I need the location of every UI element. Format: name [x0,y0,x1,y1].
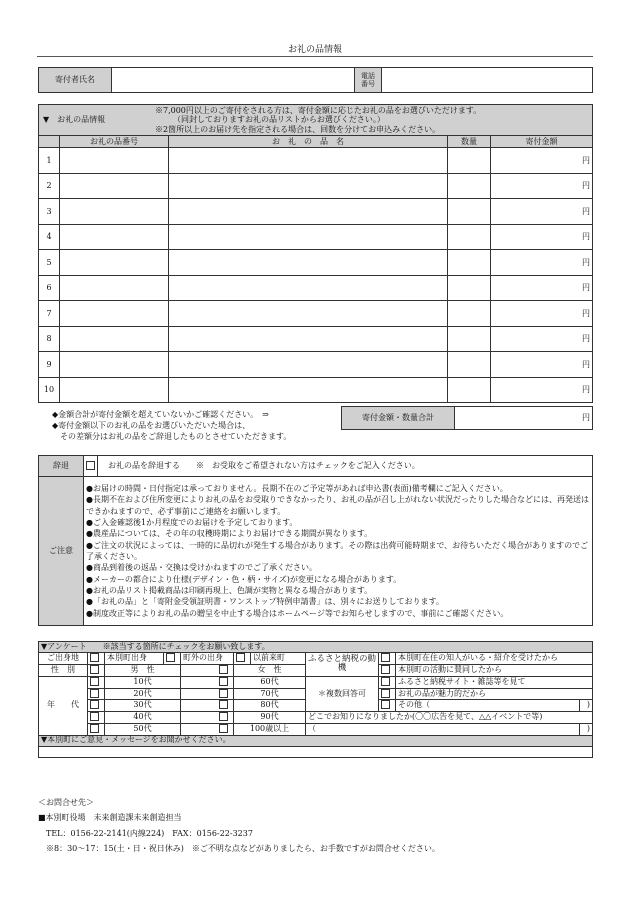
item-amount-field[interactable] [491,275,593,301]
item-row [39,352,593,378]
motive-option-5: その他（ [396,700,580,712]
item-number-field[interactable] [60,275,169,301]
item-amount-field[interactable] [491,173,593,199]
item-row-number: 2 [39,173,60,199]
item-row [39,377,593,403]
total-yen: 円 [582,413,590,423]
item-qty-field[interactable] [448,148,491,174]
motive-checkbox-cell[interactable] [379,653,396,665]
item-number-field[interactable] [60,250,169,276]
age-checkbox-40[interactable] [90,712,99,721]
item-amount-field[interactable] [491,199,593,225]
item-row-number: 5 [39,250,60,276]
age-option: 70代 [234,688,306,700]
age-option: 40代 [105,712,181,724]
motive-label: ふるさと納税の動機 [306,653,379,677]
item-number-field[interactable] [60,326,169,352]
items-header-name: お 礼 の 品 名 [169,136,448,148]
age-checkbox-10[interactable] [90,677,99,686]
male-checkbox[interactable] [90,665,99,674]
item-name-field[interactable] [169,199,448,225]
age-option: 10代 [105,676,181,688]
motive-checkbox-cell[interactable] [379,676,396,688]
item-name-field[interactable] [169,352,448,378]
motive-checkbox-4[interactable] [381,689,390,698]
female-checkbox[interactable] [219,665,228,674]
female-label: 女 性 [234,664,306,676]
item-qty-field[interactable] [448,199,491,225]
age-option: 90代 [234,712,306,724]
donor-phone-field[interactable] [382,68,593,93]
item-qty-field[interactable] [448,250,491,276]
multi-answer-label: ＊複数回答可 [306,676,379,711]
item-qty-field[interactable] [448,275,491,301]
item-name-field[interactable] [169,275,448,301]
donor-table [38,67,593,93]
donor-phone-label: 電話 番号 [355,68,382,93]
decline-checkbox-cell[interactable] [84,456,98,477]
item-qty-field[interactable] [448,377,491,403]
items-section-note-2: （同封しておりますお礼の品リストからお選びください。） [173,115,385,125]
check-note-1: ◆金額合計が寄付金額を超えていないかご確認ください。 ⇒ [52,410,269,419]
items-section-note-1: ※7,000円以上のご寄付をされる方は、寄付金額に応じたお礼の品をお選びいただけます。 [155,105,482,115]
item-row [39,250,593,276]
items-header-amount: 寄付金額 [491,136,593,148]
male-label: 男 性 [105,664,181,676]
item-number-field[interactable] [60,199,169,225]
item-yen: 円 [582,181,590,191]
motive-option-1: 本別町在住の知人がいる・紹介を受けたから [396,653,593,665]
age-checkbox-50[interactable] [90,724,99,733]
age-checkbox-cell[interactable] [181,700,234,712]
age-label: 年 代 [39,676,88,735]
age-option: 30代 [105,700,181,712]
items-section-label: ▼ お礼の品情報 [43,115,106,125]
title-rule [37,56,593,57]
contact-tel: TEL：0156-22-2141(内線224) FAX：0156-22-3237 [46,829,253,838]
item-yen: 円 [582,308,590,318]
age-checkbox-cell[interactable] [88,723,105,735]
item-row-number: 4 [39,224,60,250]
contact-heading: ＜お問合せ先＞ [38,798,94,807]
origin-checkbox-1[interactable] [90,653,99,662]
item-name-field[interactable] [169,250,448,276]
total-label: 寄付金額・数量合計 [342,407,455,430]
age-checkbox-80[interactable] [219,700,228,709]
item-yen: 円 [582,206,590,216]
motive-checkbox-cell[interactable] [379,664,396,676]
origin-option-1: 本別町出身 [105,653,164,665]
where-close-paren: ) [580,723,593,735]
age-checkbox-90[interactable] [219,712,228,721]
survey-header: ▼アンケート ※該当する箇所にチェックをお願い致します。 [39,642,593,653]
age-option: 80代 [234,700,306,712]
age-checkbox-cell[interactable] [88,688,105,700]
note-item: ●ご注文の状況によっては、一時的に品切れが発生する場合があります。その際は出荷可能時期まで、お待ちいただく場合がありますのでご了承ください。 [86,540,589,561]
note-item: ●農産品については、その年の収穫時期によりお届けできる期間が異なります。 [86,529,373,539]
age-checkbox-cell[interactable] [181,676,234,688]
origin-label: ご出身地 [39,653,88,665]
decline-text: お礼の品を辞退する ※ お受取をご希望されない方はチェックをご記入ください。 [98,456,593,477]
age-checkbox-cell[interactable] [88,676,105,688]
note-item: ●お礼の品リスト掲載商品は印刷再現上、色調が実物と異なる場合があります。 [86,586,373,596]
item-yen: 円 [582,359,590,369]
total-table [341,406,593,430]
items-header-qty: 数量 [448,136,491,148]
note-item: ●メーカーの都合により仕様(デザイン・色・柄・サイズ)が変更になる場合があります。 [86,574,402,584]
item-row-number: 8 [39,326,60,352]
item-row [39,173,593,199]
age-checkbox-30[interactable] [90,700,99,709]
age-option: 100歳以上 [234,723,306,735]
message-label: ▼本別町にご意見・メッセージをお聞かせください。 [39,735,593,746]
where-open-paren: （ [308,723,316,733]
gender-checkbox-cell[interactable] [88,664,105,676]
decline-label: 辞退 [39,456,84,477]
item-name-field[interactable] [169,326,448,352]
motive-checkbox-2[interactable] [381,665,390,674]
item-number-field[interactable] [60,148,169,174]
origin-checkbox-cell[interactable] [164,653,181,665]
origin-checkbox-cell[interactable] [88,653,105,665]
age-option: 60代 [234,676,306,688]
item-amount-field[interactable] [491,352,593,378]
notes-label: ご注意 [39,477,84,626]
item-amount-field[interactable] [491,326,593,352]
motive-option-4: お礼の品が魅力的だから [396,688,593,700]
item-number-field[interactable] [60,224,169,250]
contact-office: ■本別町役場 未来創造課未来創造担当 [38,813,182,822]
item-yen: 円 [582,385,590,395]
page-title: お礼の品情報 [287,45,342,55]
item-qty-field[interactable] [448,224,491,250]
item-number-field[interactable] [60,301,169,327]
notes-list [84,477,593,626]
item-name-field[interactable] [169,301,448,327]
item-row [39,199,593,225]
items-table [38,104,593,403]
donor-name-label: 寄付者氏名 [39,68,112,93]
age-checkbox-cell[interactable] [181,723,234,735]
check-note-2: ◆寄付金額以下のお礼の品をお選びいただいた場合は、 [52,420,251,430]
item-name-field[interactable] [169,224,448,250]
age-option: 50代 [105,723,181,735]
item-amount-field[interactable] [491,250,593,276]
item-amount-field[interactable] [491,148,593,174]
survey-table [38,641,593,758]
where-answer-field[interactable] [306,723,580,735]
age-checkbox-cell[interactable] [181,712,234,724]
item-number-field[interactable] [60,377,169,403]
gender-label: 性 別 [39,664,88,676]
item-amount-field[interactable] [491,377,593,403]
items-header-number: お礼の品番号 [60,136,169,148]
decline-checkbox[interactable] [86,461,95,470]
item-name-field[interactable] [169,377,448,403]
motive-option-3: ふるさと納税サイト・雑誌等を見て [396,676,593,688]
item-row-number: 7 [39,301,60,327]
item-yen: 円 [582,334,590,344]
age-checkbox-cell[interactable] [88,712,105,724]
item-qty-field[interactable] [448,326,491,352]
items-section-note-3: ※2箇所以上のお届け先を指定される場合は、回数を分けてお申込みください。 [155,124,441,134]
item-qty-field[interactable] [448,301,491,327]
items-header-blank [39,136,60,148]
note-item: ●制度改正等によりお礼の品の贈呈を中止する場合はホームページ等でお知らせしますので、事前にご確認ください。 [86,608,509,618]
motive-checkbox-3[interactable] [381,677,390,686]
note-item: ●長期不在および住所変更によりお礼の品をお受取りできなかったり、お礼の品が召し上がれない状況だったりした場合などには、再発送はできかねますので、必ず事前にご連絡をお願いします。 [86,495,589,516]
item-yen: 円 [582,232,590,242]
note-item: ●ご入金確認後1か月程度でのお届けを予定しております。 [86,517,298,527]
motive-checkbox-cell[interactable] [379,688,396,700]
age-checkbox-60[interactable] [219,677,228,686]
age-checkbox-20[interactable] [90,689,99,698]
item-yen: 円 [582,283,590,293]
origin-option-3: 以前来町 [251,653,306,665]
motive-checkbox-5[interactable] [381,700,390,709]
message-field[interactable] [39,746,593,757]
age-checkbox-cell[interactable] [181,688,234,700]
motive-option-2: 本別町の活動に賛同したから [396,664,593,676]
item-row [39,224,593,250]
motive-checkbox-cell[interactable] [379,700,396,712]
age-checkbox-100[interactable] [219,724,228,733]
origin-checkbox-2[interactable] [166,653,175,662]
item-row [39,148,593,174]
note-item: ●商品到着後の返品・交換は受けかねますのでご了承ください。 [86,563,317,573]
item-number-field[interactable] [60,352,169,378]
check-note-3: その差額分はお礼の品をご辞退したものとさせていただきます。 [52,431,292,441]
note-item: ●「お礼の品」と「寄附金受領証明書・ワンストップ特例申請書」は、別々にお送りしております。 [86,597,444,607]
item-qty-field[interactable] [448,173,491,199]
age-checkbox-70[interactable] [219,689,228,698]
age-option: 20代 [105,688,181,700]
item-row-number: 1 [39,148,60,174]
total-amount-field[interactable] [455,407,593,430]
item-row-number: 3 [39,199,60,225]
item-row-number: 6 [39,275,60,301]
origin-option-2: 町外の出身 [181,653,234,665]
decline-notes-table [38,455,593,626]
item-number-field[interactable] [60,173,169,199]
item-amount-field[interactable] [491,301,593,327]
where-label: どこでお知りになりましたか(〇〇広告を見て、△△イベントで等) [306,712,593,724]
age-checkbox-cell[interactable] [88,700,105,712]
item-qty-field[interactable] [448,352,491,378]
note-item: ●お届けの時間・日付指定は承っておりません。長期不在のご予定等があれば申込書(表面)備考欄にご記入ください。 [86,483,508,493]
gender-checkbox-cell[interactable] [181,664,234,676]
item-yen: 円 [582,155,590,165]
item-row [39,301,593,327]
item-name-field[interactable] [169,148,448,174]
items-section-header [39,105,593,136]
amount-check-notes [52,410,337,442]
origin-checkbox-cell[interactable] [234,653,251,665]
item-name-field[interactable] [169,173,448,199]
motive-checkbox-1[interactable] [381,653,390,662]
item-row-number: 9 [39,352,60,378]
item-yen: 円 [582,257,590,267]
origin-checkbox-3[interactable] [236,653,245,662]
item-row [39,275,593,301]
item-row-number: 10 [39,377,60,403]
contact-hours: ※8：30〜17：15(土・日・祝日休み) ※ご不明な点などがありましたら、お手数ですがお問合せください。 [46,844,440,853]
item-row [39,326,593,352]
item-amount-field[interactable] [491,224,593,250]
donor-name-field[interactable] [112,68,355,93]
motive-close-paren: ) [580,700,593,712]
